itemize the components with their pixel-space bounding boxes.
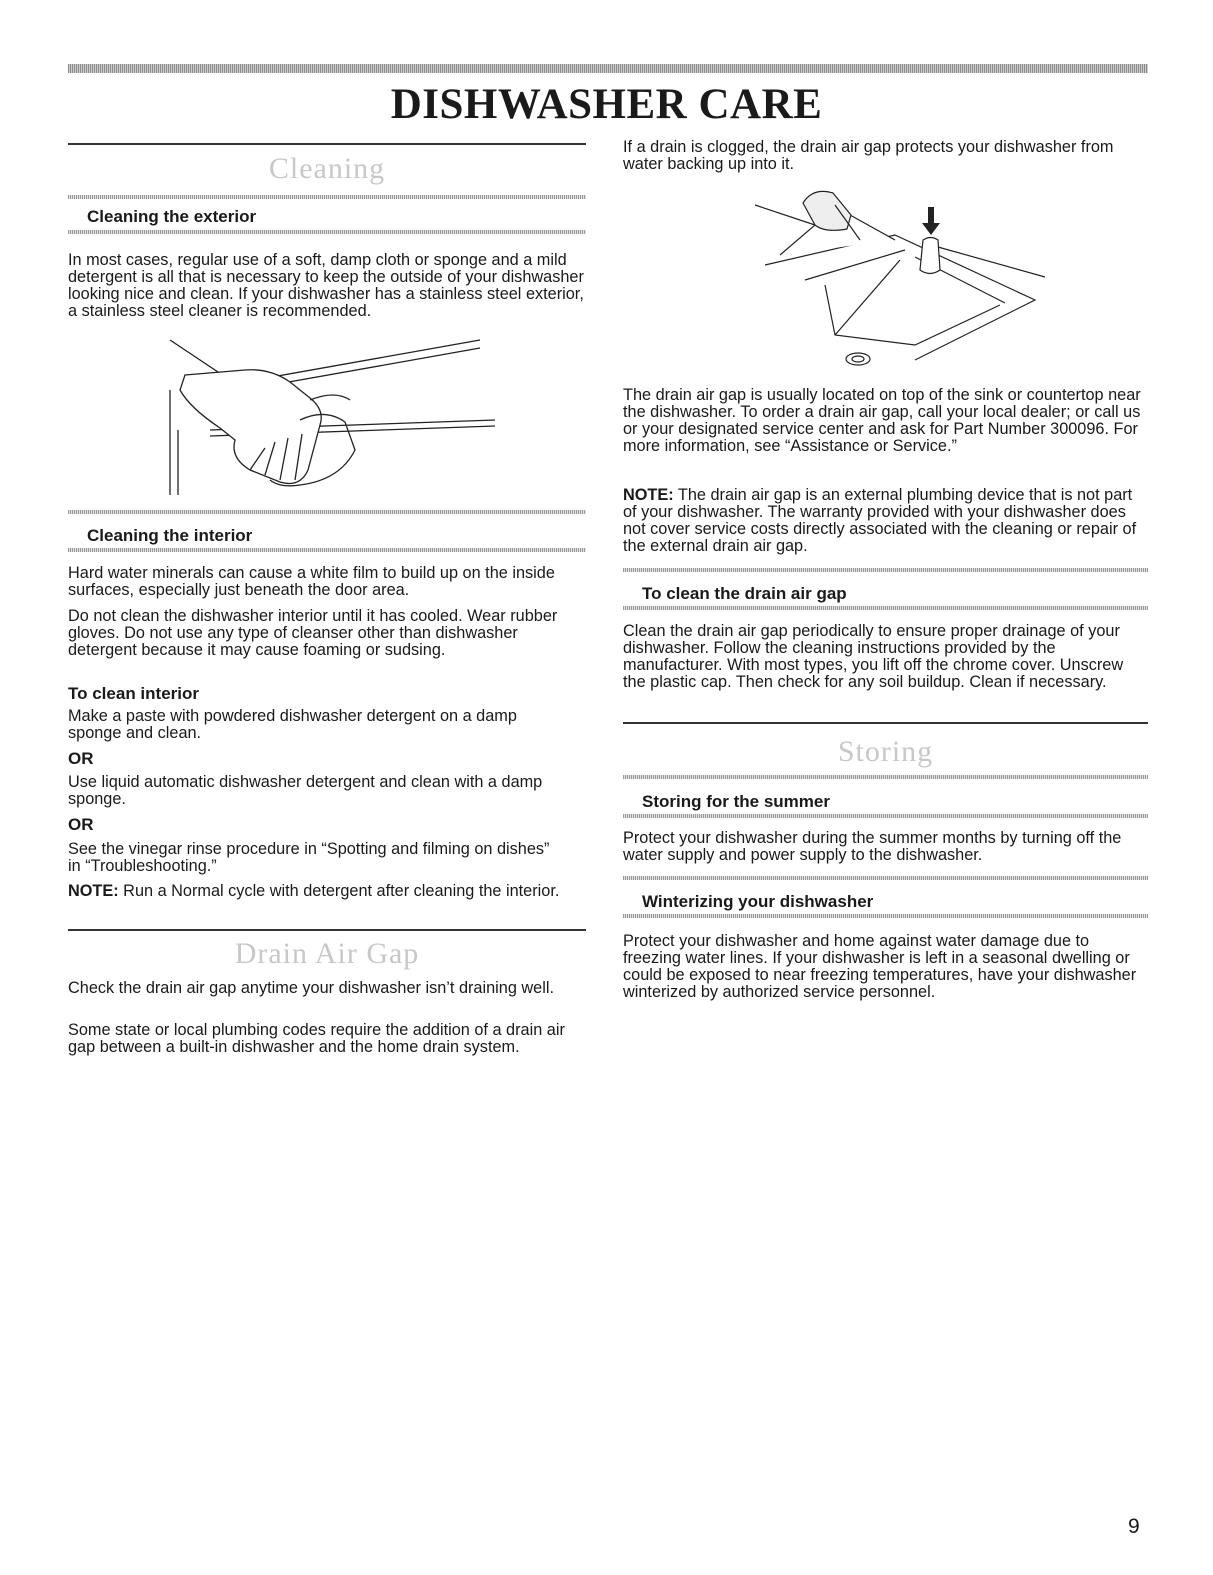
dotted-rule (623, 568, 1148, 572)
winterizing-text: Protect your dishwasher and home against water damage due to freezing water lines. If your dishwasher is left in a seasonal dwelling or could be exposed to near freezing temperatures, have your dishwasher winterized by authorized service personnel. (623, 932, 1137, 1001)
cleaning-heading: Cleaning (268, 152, 386, 185)
drain-intro: If a drain is clogged, the drain air gap protects your dishwasher from water backing up into it. (623, 138, 1114, 173)
drain-air-gap-p2: Some state or local plumbing codes require the addition of a drain air gap between a built-in dishwasher and the home drain system. (68, 1021, 565, 1056)
storing-heading: Storing (837, 735, 934, 768)
cleaning-exterior-title: Cleaning the exterior (87, 207, 257, 226)
drain-air-gap-heading: Drain Air Gap (234, 937, 420, 970)
note-label: NOTE: (623, 486, 674, 504)
dotted-rule (623, 876, 1148, 880)
sink-air-gap-illustration (755, 185, 1045, 370)
dotted-rule (623, 914, 1148, 918)
dotted-rule (623, 814, 1148, 818)
or-label: OR (68, 815, 94, 834)
cleaning-interior-title: Cleaning the interior (87, 526, 253, 545)
section-rule (68, 929, 586, 931)
clean-option-2: Use liquid automatic dishwasher detergent and clean with a damp sponge. (68, 773, 543, 808)
hand-wiping-door-illustration (150, 330, 500, 500)
dotted-rule (68, 230, 586, 234)
to-clean-interior-title: To clean interior (68, 684, 199, 703)
note-text: The drain air gap is an external plumbing device that is not part of your dishwasher. The warranty provided with your dishwasher does not cover service costs directly associated with the cleaning or repair of the external drain air gap. (623, 486, 1137, 555)
dotted-rule (68, 195, 586, 199)
top-border-bar (68, 64, 1148, 73)
note-label: NOTE: (68, 882, 119, 900)
winterizing-title: Winterizing your dishwasher (642, 892, 874, 911)
storing-summer-title: Storing for the summer (642, 792, 830, 811)
cleaning-interior-p1: Hard water minerals can cause a white film to build up on the inside surfaces, especially just beneath the door area. (68, 564, 555, 599)
clean-drain-air-gap-title: To clean the drain air gap (642, 584, 847, 603)
page-number: 9 (1128, 1515, 1140, 1538)
clean-drain-air-gap-text: Clean the drain air gap periodically to ensure proper drainage of your dishwasher. Follow the cleaning instructions provided by the manufacturer. With most types, you lift off the chrome cover. Unscrew the plastic cap. Then check for any soil buildup. Clean if necessary. (623, 622, 1124, 691)
page-title: DISHWASHER CARE (390, 81, 823, 128)
dotted-rule (68, 548, 586, 552)
clean-option-3: See the vinegar rinse procedure in “Spotting and filming on dishes” in “Troubleshooting.” (68, 840, 550, 875)
section-rule (68, 143, 586, 145)
interior-note (68, 883, 568, 900)
or-label: OR (68, 749, 94, 768)
note-text: Run a Normal cycle with detergent after cleaning the interior. (118, 882, 560, 900)
clean-option-1: Make a paste with powdered dishwasher detergent on a damp sponge and clean. (68, 707, 517, 742)
cleaning-exterior-text: In most cases, regular use of a soft, damp cloth or sponge and a mild detergent is all that is necessary to keep the outside of your dishwasher looking nice and clean. If your dishwasher has a stainless steel exterior, a stainless steel cleaner is recommended. (68, 251, 584, 320)
drain-location-text: The drain air gap is usually located on top of the sink or countertop near the dishwasher. To order a drain air gap, call your local dealer; or call us or your designated service center and ask for Part Number 300096. For more information, see “Assistance or Service.” (623, 386, 1141, 455)
dotted-rule (623, 606, 1148, 610)
dotted-rule (68, 510, 586, 514)
dotted-rule (623, 775, 1148, 779)
section-rule (623, 722, 1148, 724)
storing-summer-text: Protect your dishwasher during the summer months by turning off the water supply and power supply to the dishwasher. (623, 829, 1122, 864)
cleaning-interior-p2: Do not clean the dishwasher interior until it has cooled. Wear rubber gloves. Do not use any type of cleanser other than dishwasher detergent because it may cause foaming or sudsing. (68, 607, 558, 659)
drain-air-gap-p1: Check the drain air gap anytime your dishwasher isn’t draining well. (68, 979, 554, 997)
drain-note (623, 487, 1148, 555)
